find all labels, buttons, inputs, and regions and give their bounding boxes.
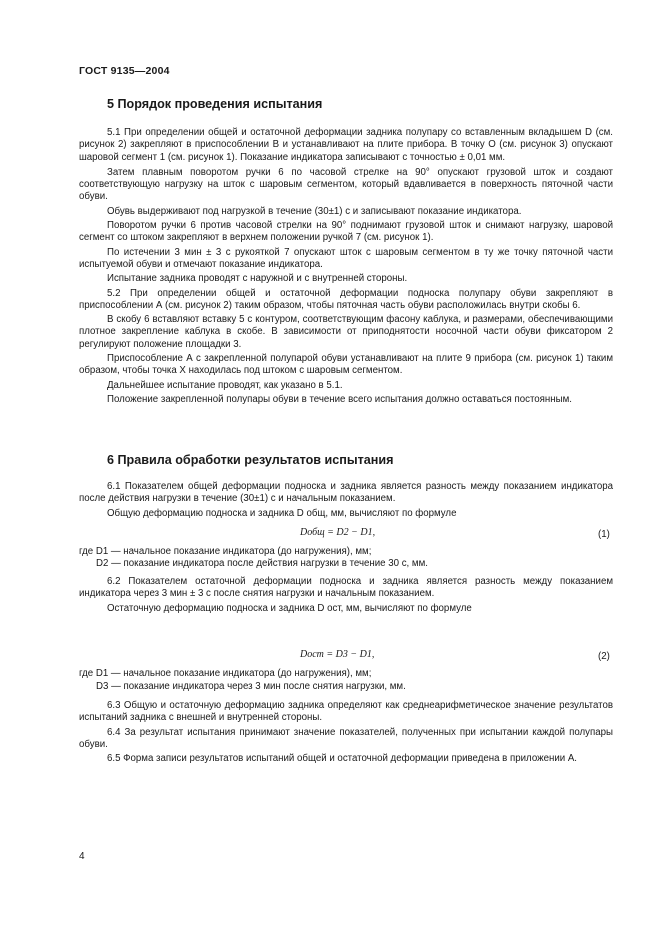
equation-number-2: (2)	[598, 651, 610, 662]
section-6-title: 6 Правила обработки результатов испытания	[107, 453, 394, 467]
paragraph-6-5: 6.5 Форма записи результатов испытаний общей и остаточной деформации приведена в приложении А.	[107, 753, 577, 765]
paragraph-5-2-b: В скобу 6 вставляют вставку 5 с контуром, соответствующим фасону каблука, и размерами, обеспечивающими плотное закрепление каблука в скобе. В зависимости от приподнятости носочной части обуви фиксатором 2 регулируют положение площадки 3.	[79, 314, 613, 350]
formula-2-legend-d1: где D1 — начальное показание индикатора (до нагружения), мм;	[79, 668, 372, 679]
paragraph-5-2-d: Дальнейшее испытание проводят, как указано в 5.1.	[107, 379, 343, 391]
paragraph-5-1-d: Поворотом ручки 6 против часовой стрелки на 90° поднимают грузовой шток и снимают нагрузку, шаровой сегмент со штоком закрепляют в верхнем положении ручкой 7 (см. рисунок 1).	[79, 220, 613, 244]
section-5-title: 5 Порядок проведения испытания	[107, 97, 323, 111]
paragraph-6-1-b: Общую деформацию подноска и задника D общ, мм, вычисляют по формуле	[107, 507, 457, 519]
formula-2: Dост = D3 − D1,	[300, 649, 375, 660]
paragraph-5-2-e: Положение закрепленной полупары обуви в течение всего испытания должно оставаться постоянным.	[107, 393, 572, 405]
paragraph-5-1-c: Обувь выдерживают под нагрузкой в течение (30±1) с и записывают показание индикатора.	[107, 205, 522, 217]
paragraph-6-3: 6.3 Общую и остаточную деформацию задника определяют как среднеарифметическое значение результатов испытаний задника с внешней и внутренней стороны.	[79, 700, 613, 724]
paragraph-5-1: 5.1 При определении общей и остаточной деформации задника полупару со вставленным вкладышем D (см. рисунок 2) закрепляют в приспособлении B и устанавливают на плите прибора. В точку O (см. рисунок 3) опускают шаровой сегмент 1 (см. рисунок 1). Показание индикатора записывают с точностью ± 0,01 мм.	[79, 127, 613, 163]
paragraph-5-2: 5.2 При определении общей и остаточной деформации подноска полупару обуви закрепляют в приспособлении А (см. рисунок 2) таким образом, чтобы пяточная часть обуви расположилась внутри скобы 6.	[79, 287, 613, 311]
paragraph-6-1: 6.1 Показателем общей деформации подноска и задника является разность между показанием индикатора после действия нагрузки в течение (30±1) с и начальным показанием.	[79, 481, 613, 505]
paragraph-6-2: 6.2 Показателем остаточной деформации подноска и задника является разность между показанием индикатора через 3 мин ± 3 с после снятия нагрузки и начальным показанием.	[79, 576, 613, 600]
paragraph-6-4: 6.4 За результат испытания принимают значение показателей, полученных при испытании каждой полупары обуви.	[79, 726, 613, 750]
paragraph-6-2-b: Остаточную деформацию подноска и задника D ост, мм, вычисляют по формуле	[107, 602, 472, 614]
paragraph-5-1-e: По истечении 3 мин ± 3 с рукояткой 7 опускают шток с шаровым сегментом в ту же точку пяточной части испытуемой обуви и отмечают показание индикатора.	[79, 246, 613, 270]
section-6-3-to-6-5	[79, 700, 613, 765]
formula-1: Dобщ = D2 − D1,	[300, 527, 376, 538]
section-5-body	[79, 127, 613, 406]
formula-1-legend-d2: D2 — показание индикатора после действия нагрузки в течение 30 с, мм.	[96, 558, 428, 569]
formula-2-legend-d3: D3 — показание индикатора через 3 мин после снятия нагрузки, мм.	[96, 681, 406, 692]
page-number: 4	[79, 851, 85, 862]
document-header: ГОСТ 9135—2004	[79, 65, 170, 77]
equation-number-1: (1)	[598, 529, 610, 540]
paragraph-5-1-b: Затем плавным поворотом ручки 6 по часовой стрелке на 90° опускают грузовой шток и создают соответствующую нагрузку на шток с шаровым сегментом, который вдавливается в поверхность пяточной части обуви.	[79, 166, 613, 203]
section-6-intro	[79, 481, 613, 520]
section-6-2	[79, 576, 613, 615]
paragraph-5-2-c: Приспособление А с закрепленной полупарой обуви устанавливают на плите 9 прибора (см. рисунок 1) таким образом, чтобы точка X находилась под штоком с шаровым сегментом.	[79, 353, 613, 377]
paragraph-5-1-f: Испытание задника проводят с наружной и с внутренней стороны.	[107, 273, 408, 285]
formula-1-legend-d1: где D1 — начальное показание индикатора (до нагружения), мм;	[79, 546, 372, 557]
